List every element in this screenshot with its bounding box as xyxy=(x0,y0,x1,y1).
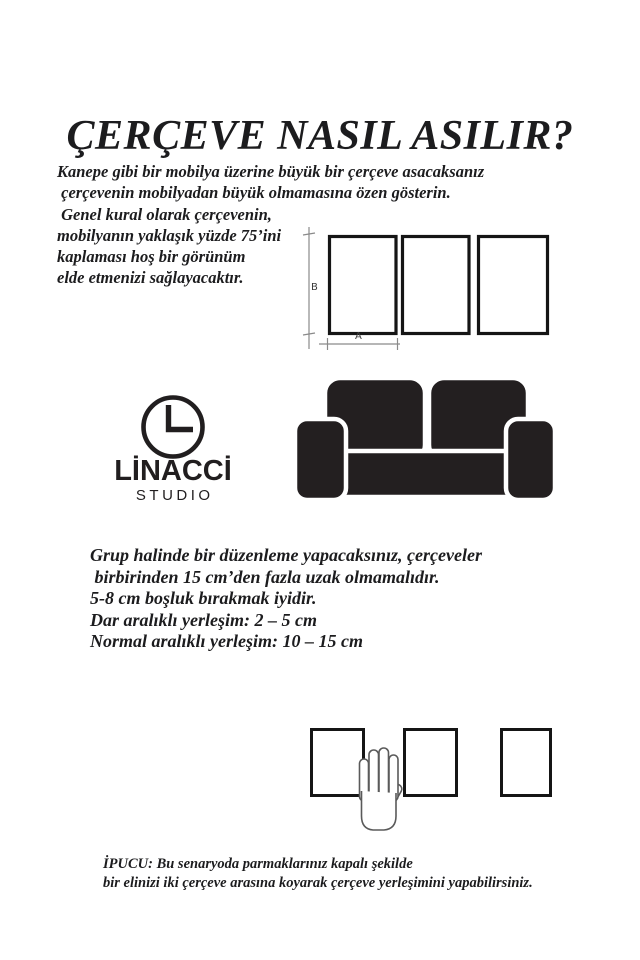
frame-spacing-svg xyxy=(305,722,555,834)
frame-rect xyxy=(330,237,397,334)
intro-line: mobilyanın yaklaşık yüzde 75’ini xyxy=(57,225,282,245)
height-label: B xyxy=(311,282,318,293)
spacing-line: Dar aralıklı yerleşim: 2 – 5 cm xyxy=(90,609,317,630)
spacing-line: birbirinden 15 cm’den fazla uzak olmamalıdır. xyxy=(90,566,440,587)
sofa-armrest xyxy=(506,419,555,500)
frame-rect xyxy=(312,730,364,796)
spacing-line: 5-8 cm boşluk bırakmak iyidir. xyxy=(90,588,317,609)
tip-line: İPUCU: Bu senaryoda parmaklarınız kapalı şekilde xyxy=(103,856,413,872)
intro-line: çerçevenin mobilyadan büyük olmamasına özen gösterin. xyxy=(57,183,451,203)
spacing-line: Normal aralıklı yerleşim: 10 – 15 cm xyxy=(90,631,363,652)
spacing-paragraph xyxy=(90,545,482,653)
spacing-line: Grup halinde bir düzenleme yapacaksınız, çerçeveler xyxy=(90,545,482,565)
intro-line: Genel kural olarak çerçevenin, xyxy=(57,204,272,224)
sofa-illustration xyxy=(288,373,558,503)
hand-icon xyxy=(360,748,404,830)
width-label: A xyxy=(355,331,362,342)
frame-size-diagram-svg xyxy=(300,220,560,356)
tip-paragraph xyxy=(103,855,533,893)
sofa-icon xyxy=(288,373,558,503)
sofa-seat xyxy=(318,451,523,497)
sofa-armrest xyxy=(295,419,346,500)
intro-line: Kanepe gibi bir mobilya üzerine büyük bir çerçeve asacaksanız xyxy=(57,162,485,181)
frame-rect xyxy=(502,730,551,796)
intro-line: kaplaması hoş bir görünüm xyxy=(57,247,246,267)
page-title: ÇERÇEVE NASIL ASILIR? xyxy=(66,113,574,160)
tip-line: bir elinizi iki çerçeve arasına koyarak çerçeve yerleşimini yapabilirsiniz. xyxy=(103,875,533,891)
brand-subtitle: STUDIO xyxy=(135,487,214,504)
frame-spacing-diagram xyxy=(305,722,555,834)
intro-line: elde etmenizi sağlayacaktır. xyxy=(57,268,244,288)
brand-logo xyxy=(105,393,241,508)
clock-icon xyxy=(138,393,208,463)
frame-rect xyxy=(405,730,457,796)
frame-size-diagram xyxy=(300,220,560,356)
frame-rect xyxy=(479,237,548,334)
frame-rect xyxy=(403,237,470,334)
brand-name: LİNACCİ xyxy=(114,455,232,487)
